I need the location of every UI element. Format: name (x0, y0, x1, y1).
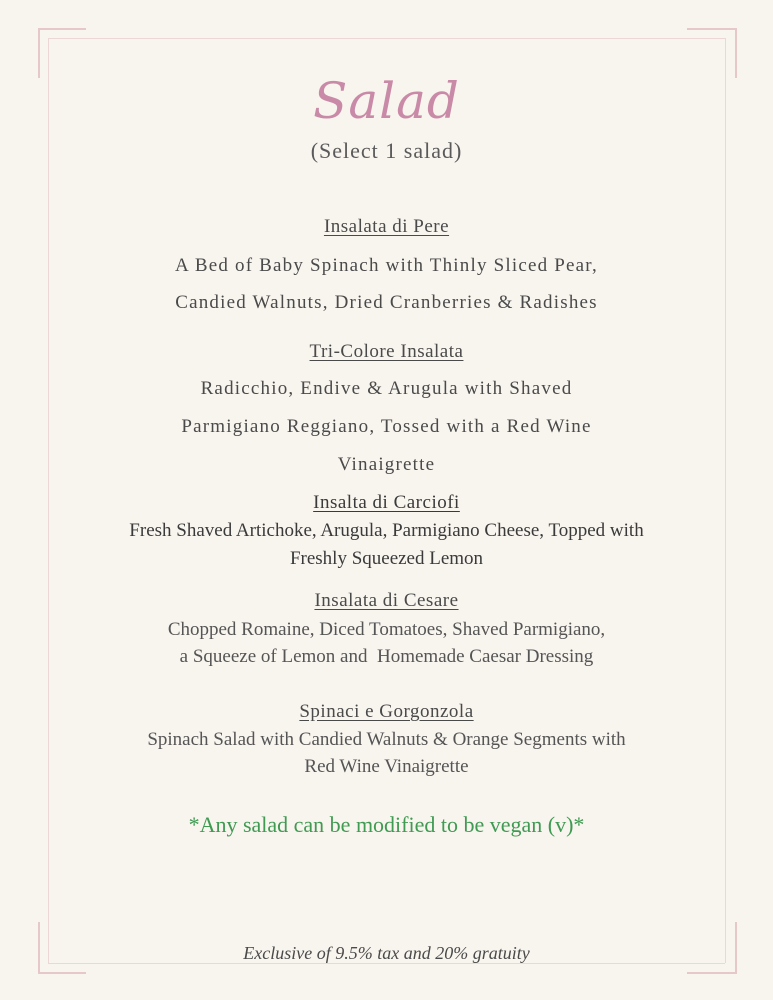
item-name-spinaci-e-gorgonzola: Spinaci e Gorgonzola (299, 701, 474, 722)
page-title: Salad (313, 72, 460, 130)
item-name-insalta-di-carciofi: Insalta di Carciofi (313, 492, 460, 513)
item-description-line: Freshly Squeezed Lemon (289, 548, 484, 569)
frame-corner-bottom-left-vertical (38, 922, 40, 974)
frame-corner-bottom-right-vertical (735, 922, 737, 974)
footer-note: Exclusive of 9.5% tax and 20% gratuity (243, 943, 530, 963)
frame-corner-top-left (38, 28, 86, 30)
item-name-insalata-di-cesare: Insalata di Cesare (314, 590, 459, 611)
item-description-line: Spinach Salad with Candied Walnuts & Orange Segments with (147, 729, 626, 750)
item-description-line: Radicchio, Endive & Arugula with Shaved (200, 378, 573, 399)
item-description-line: Red Wine Vinaigrette (304, 756, 469, 777)
item-description-line: A Bed of Baby Spinach with Thinly Sliced Pear, (175, 255, 598, 276)
frame-corner-top-left-vertical (38, 28, 40, 78)
frame-corner-bottom-left (38, 972, 86, 974)
frame-corner-bottom-right (687, 972, 735, 974)
frame-corner-top-right (687, 28, 735, 30)
item-description-line: Candied Walnuts, Dried Cranberries & Radishes (175, 292, 598, 313)
item-description-line: Fresh Shaved Artichoke, Arugula, Parmigiano Cheese, Topped with (129, 520, 644, 541)
vegan-note: *Any salad can be modified to be vegan (v)* (188, 812, 585, 837)
item-description-line: Parmigiano Reggiano, Tossed with a Red Wine (181, 416, 592, 437)
item-name-insalata-di-pere: Insalata di Pere (323, 216, 450, 237)
page-subtitle: (Select 1 salad) (310, 138, 463, 163)
item-description-line: Chopped Romaine, Diced Tomatoes, Shaved Parmigiano, (167, 619, 606, 640)
item-description-line: a Squeeze of Lemon and Homemade Caesar Dressing (179, 646, 594, 667)
item-name-tri-colore-insalata: Tri-Colore Insalata (309, 341, 464, 362)
frame-border-top (48, 38, 725, 39)
frame-border-right (725, 38, 726, 963)
frame-corner-top-right-vertical (735, 28, 737, 78)
item-description-line: Vinaigrette (337, 454, 436, 475)
